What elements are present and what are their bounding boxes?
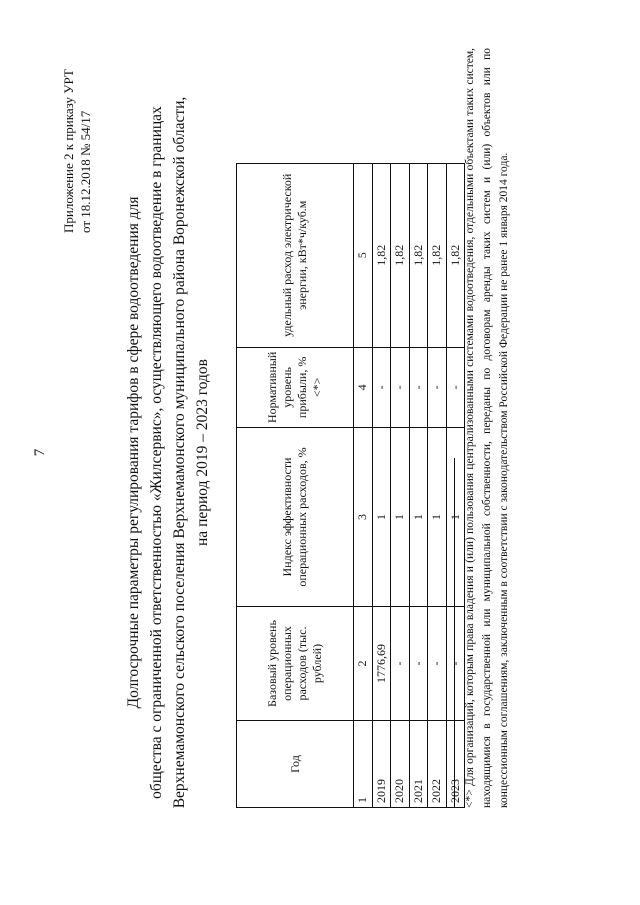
table-cell: 1,82 <box>446 163 465 347</box>
table-cell: 1776,69 <box>372 607 391 721</box>
title-line-3: Верхнемамонского сельского поселения Верхнемамонского муниципального района Воронежской области, <box>171 96 188 809</box>
table-cell: - <box>446 607 465 721</box>
table-cell: 1 <box>372 428 391 607</box>
table-cell: 1,82 <box>372 163 391 347</box>
header-profit-level: Нормативный уровень прибыли, % <*> <box>237 347 354 427</box>
document-title <box>122 60 214 845</box>
table-cell: 2023 <box>446 721 465 808</box>
column-number-row <box>354 163 373 807</box>
tariff-parameters-table <box>236 163 465 808</box>
page-number: 7 <box>32 448 48 457</box>
table-cell: 1,82 <box>391 163 410 347</box>
table-cell: 2 <box>354 607 373 721</box>
table-cell: 1 <box>446 428 465 607</box>
table-cell: 2020 <box>391 721 410 808</box>
table-cell: 2021 <box>409 721 428 808</box>
table-cell: 2019 <box>372 721 391 808</box>
table-cell: 3 <box>354 428 373 607</box>
table-cell: - <box>372 347 391 427</box>
table-cell: 1,82 <box>409 163 428 347</box>
table-cell: - <box>391 347 410 427</box>
footnote-divider <box>454 458 455 808</box>
footnote: <*> Для организаций, которым права владения и (или) пользования централизованными системами водоотведения, отдельными объектами таких систем, находящимися в государственной или муниципальной собственности, переданы по договорам аренды таких систем и (или) объектов или по концессионным соглашениям, заключенным в соответствии с законодательством Российской Федерации не ранее 1 января 2014 года. <box>464 48 510 808</box>
header-efficiency-index: Индекс эффективности операционных расходов, % <box>237 428 354 607</box>
appendix-line-1: Приложение 2 к приказу УРТ <box>61 69 76 233</box>
table-cell: 2022 <box>428 721 447 808</box>
table-cell: - <box>409 347 428 427</box>
table-cell: - <box>409 607 428 721</box>
header-electricity-rate: удельный расход электрической энергии, кВт*ч/куб.м <box>237 163 354 347</box>
table-cell: 1 <box>409 428 428 607</box>
table-cell: 1,82 <box>428 163 447 347</box>
table-cell: - <box>428 607 447 721</box>
table-row <box>391 163 410 807</box>
table-cell: - <box>428 347 447 427</box>
table-row <box>428 163 447 807</box>
table-row <box>372 163 391 807</box>
header-base-cost: Базовый уровень операционных расходов (тыс. рублей) <box>237 607 354 721</box>
table-cell: 1 <box>428 428 447 607</box>
table-cell: 5 <box>354 163 373 347</box>
table-cell: 1 <box>354 721 373 808</box>
table-cell: - <box>391 607 410 721</box>
table-header-row <box>237 163 354 807</box>
table-cell: 4 <box>354 347 373 427</box>
appendix-line-2: от 18.12.2018 № 54/17 <box>78 110 93 233</box>
appendix-reference <box>60 33 94 233</box>
table-cell: 1 <box>391 428 410 607</box>
title-line-4: на период 2019 – 2023 годов <box>194 359 211 546</box>
header-year: Год <box>237 721 354 808</box>
table-row <box>409 163 428 807</box>
table-cell: - <box>446 347 465 427</box>
title-line-2: общества с ограниченной ответственностью «Жилсервис», осуществляющего водоотведение в границах <box>148 106 165 799</box>
title-line-1: Долгосрочные параметры регулирования тарифов в сфере водоотведения для <box>125 196 142 709</box>
